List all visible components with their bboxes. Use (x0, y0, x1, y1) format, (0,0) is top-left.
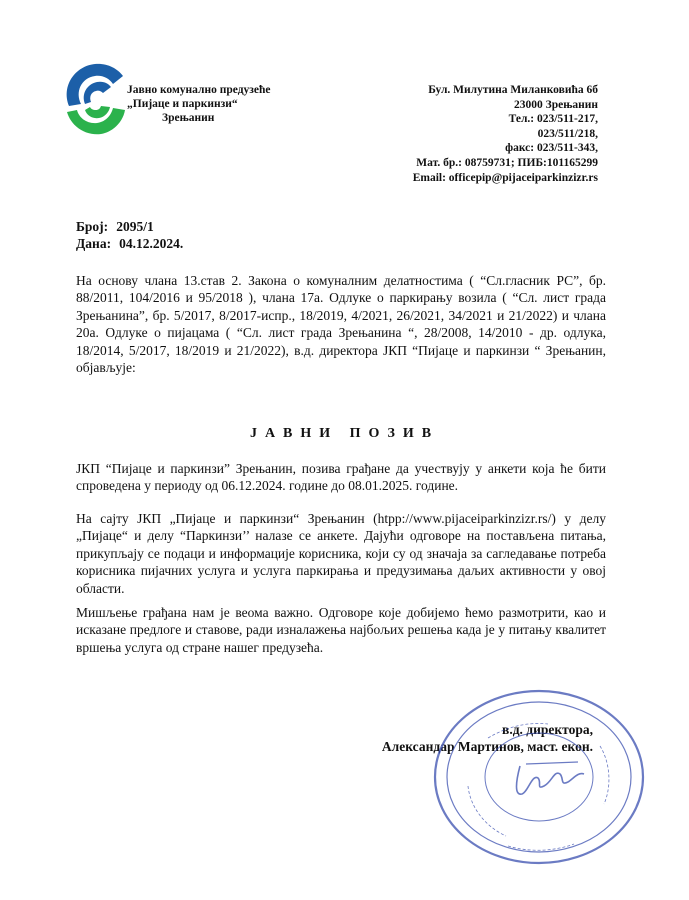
number-label: Број: (76, 219, 109, 234)
company-line-1: Јавно комунално предузеће (127, 84, 271, 96)
signature-scribble (517, 766, 585, 794)
document-number (76, 218, 183, 235)
address-ids: Мат. бр.: 08759731; ПИБ:101165299 (416, 156, 598, 169)
company-name (127, 83, 271, 125)
paragraph-survey-location: На сајту ЈКП „Пијаце и паркинзи“ Зрењанин (htpp://www.pijaceiparkinzizr.rs/) у делу „Пијаце“ и делу “Паркинзи’’ налазе се анкете. Дајући одговоре на постављена питања, прикупљају се подаци и информације корисника, који су од значаја за сагледавање потреба корисника пијачних услуга и услуга паркирања и предузимања даљих активности у овој области. (76, 511, 606, 596)
document-meta (76, 218, 183, 252)
date-value: 04.12.2024. (119, 236, 184, 251)
address-line-2: 23000 Зрењанин (514, 98, 598, 111)
company-logo (55, 60, 130, 138)
signature-name: Александар Мартинов, маст. екон. (381, 739, 593, 754)
address-line-1: Бул. Милутина Миланковића 6б (428, 84, 598, 96)
address-phone-1: Тел.: 023/511-217, (508, 113, 598, 126)
number-value: 2095/1 (116, 219, 154, 234)
logo-green-arc-inner (85, 106, 110, 118)
company-address (413, 83, 598, 185)
paragraph-closing: Мишљење грађана нам је веома важно. Одговоре које добијемо ћемо размотрити, као и исказане предлоге и ставове, ради изналажења најбољих решења када је у питању квалитет вршења услуга од стране нашег предузећа. (76, 605, 606, 655)
official-stamp (428, 686, 650, 868)
company-line-2: „Пијаце и паркинзи“ (127, 98, 238, 110)
signature-role: в.д. директора, (502, 722, 593, 737)
address-phone-2: 023/511/218, (537, 127, 598, 140)
address-email: Email: officepip@pijaceiparkinzizr.rs (412, 171, 598, 184)
paragraph-survey-period: ЈКП “Пијаце и паркинзи” Зрењанин, позива грађане да учествују у анкети која ће бити спроведена у периоду од 06.12.2024. године до 08.01.2025. године. (76, 461, 606, 494)
address-fax: факс: 023/511-343, (505, 142, 598, 155)
date-label: Дана: (76, 236, 112, 251)
intro-paragraph: На основу члана 13.став 2. Закона о комуналним делатностима ( “Сл.гласник РС”, бр. 88/2011, 104/2016 и 95/2018 ), члана 17а. Одлуке о паркирању возила ( “Сл. лист града Зрењанина”, бр. 5/2017, 8/2017-испр., 18/2019, 4/2021, 26/2021, 34/2021 и 21/2022) и члана 20а. Одлуке о пијацама ( “Сл. лист града Зрењанина “, 28/2008, 14/2010 - др. одлука, 18/2014, 5/2017, 18/2019 и 21/2022), в.д. директора ЈКП “Пијаце и паркинзи “ Зрењанин, објављује: (76, 273, 606, 376)
company-line-3: Зрењанин (162, 112, 215, 124)
logo-blue-arc-inner (84, 82, 111, 104)
document-date (76, 235, 183, 252)
document-title: ЈАВНИ ПОЗИВ (249, 426, 440, 441)
